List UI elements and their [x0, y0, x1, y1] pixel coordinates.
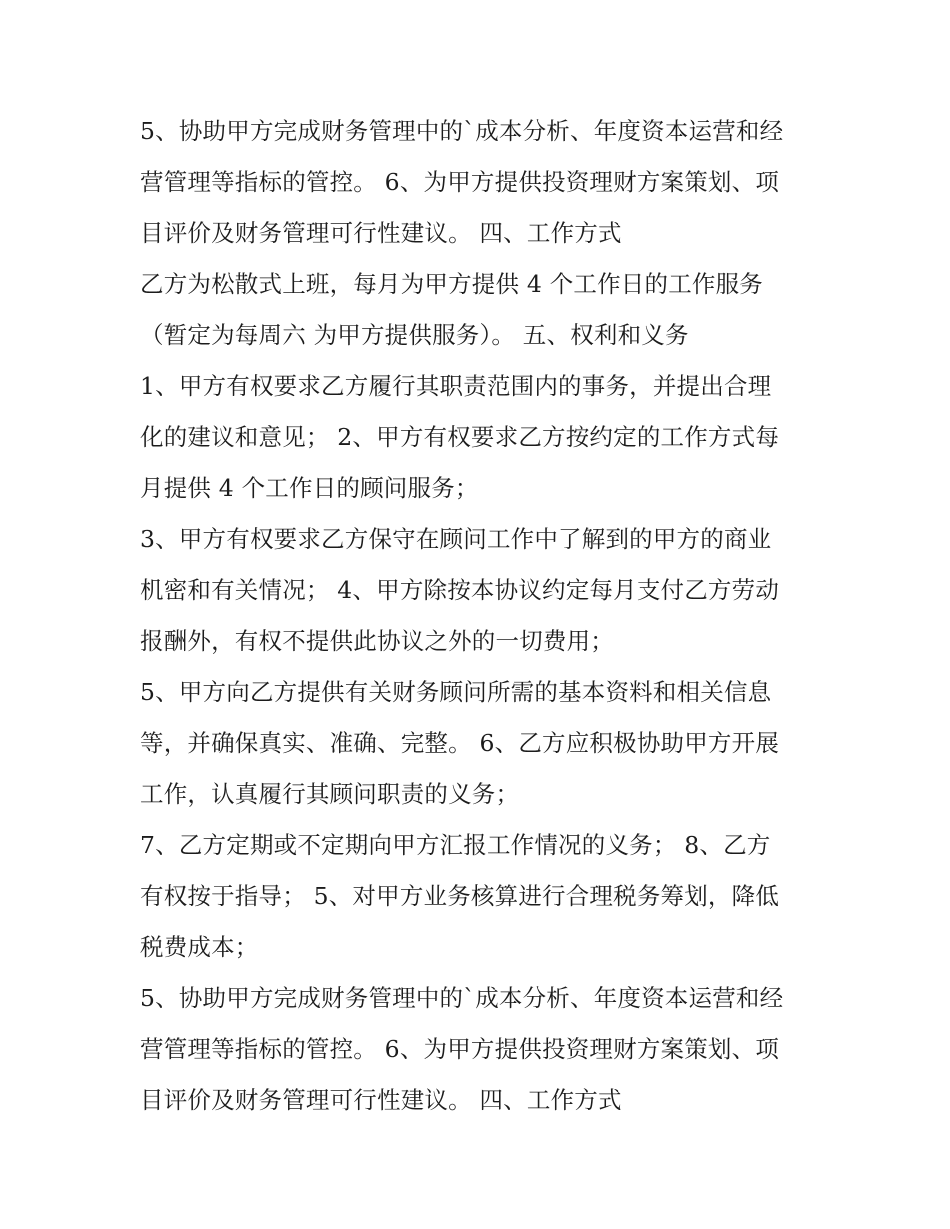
text-line: 有权按于指导； 5、对甲方业务核算进行合理税务筹划，降低	[140, 882, 780, 910]
text-line: 等，并确保真实、准确、完整。 6、乙方应积极协助甲方开展	[140, 729, 780, 757]
text-line: 目评价及财务管理可行性建议。 四、工作方式	[140, 1086, 622, 1114]
text-line: 工作，认真履行其顾问职责的义务；	[140, 780, 520, 808]
document-body	[140, 106, 820, 1126]
text-line: 3、甲方有权要求乙方保守在顾问工作中了解到的甲方的商业	[140, 525, 772, 553]
text-line: 5、协助甲方完成财务管理中的`成本分析、年度资本运营和经	[140, 984, 784, 1012]
text-line: 机密和有关情况； 4、甲方除按本协议约定每月支付乙方劳动	[140, 576, 780, 604]
text-line: 报酬外，有权不提供此协议之外的一切费用；	[140, 627, 614, 655]
text-line: 营管理等指标的管控。 6、为甲方提供投资理财方案策划、项	[140, 168, 780, 196]
text-line: 化的建议和意见； 2、甲方有权要求乙方按约定的工作方式每	[140, 423, 780, 451]
text-line: 营管理等指标的管控。 6、为甲方提供投资理财方案策划、项	[140, 1035, 780, 1063]
text-line: 目评价及财务管理可行性建议。 四、工作方式	[140, 219, 622, 247]
text-line: 5、协助甲方完成财务管理中的`成本分析、年度资本运营和经	[140, 117, 784, 145]
text-line: 5、甲方向乙方提供有关财务顾问所需的基本资料和相关信息	[140, 678, 772, 706]
text-line: （暂定为每周六 为甲方提供服务）。 五、权利和义务	[140, 321, 689, 349]
text-line: 乙方为松散式上班，每月为甲方提供 4 个工作日的工作服务	[140, 270, 763, 298]
text-line: 7、乙方定期或不定期向甲方汇报工作情况的义务； 8、乙方	[140, 831, 771, 859]
text-line: 月提供 4 个工作日的顾问服务；	[140, 474, 479, 502]
text-line: 税费成本；	[140, 933, 259, 961]
text-line: 1、甲方有权要求乙方履行其职责范围内的事务，并提出合理	[140, 372, 772, 400]
